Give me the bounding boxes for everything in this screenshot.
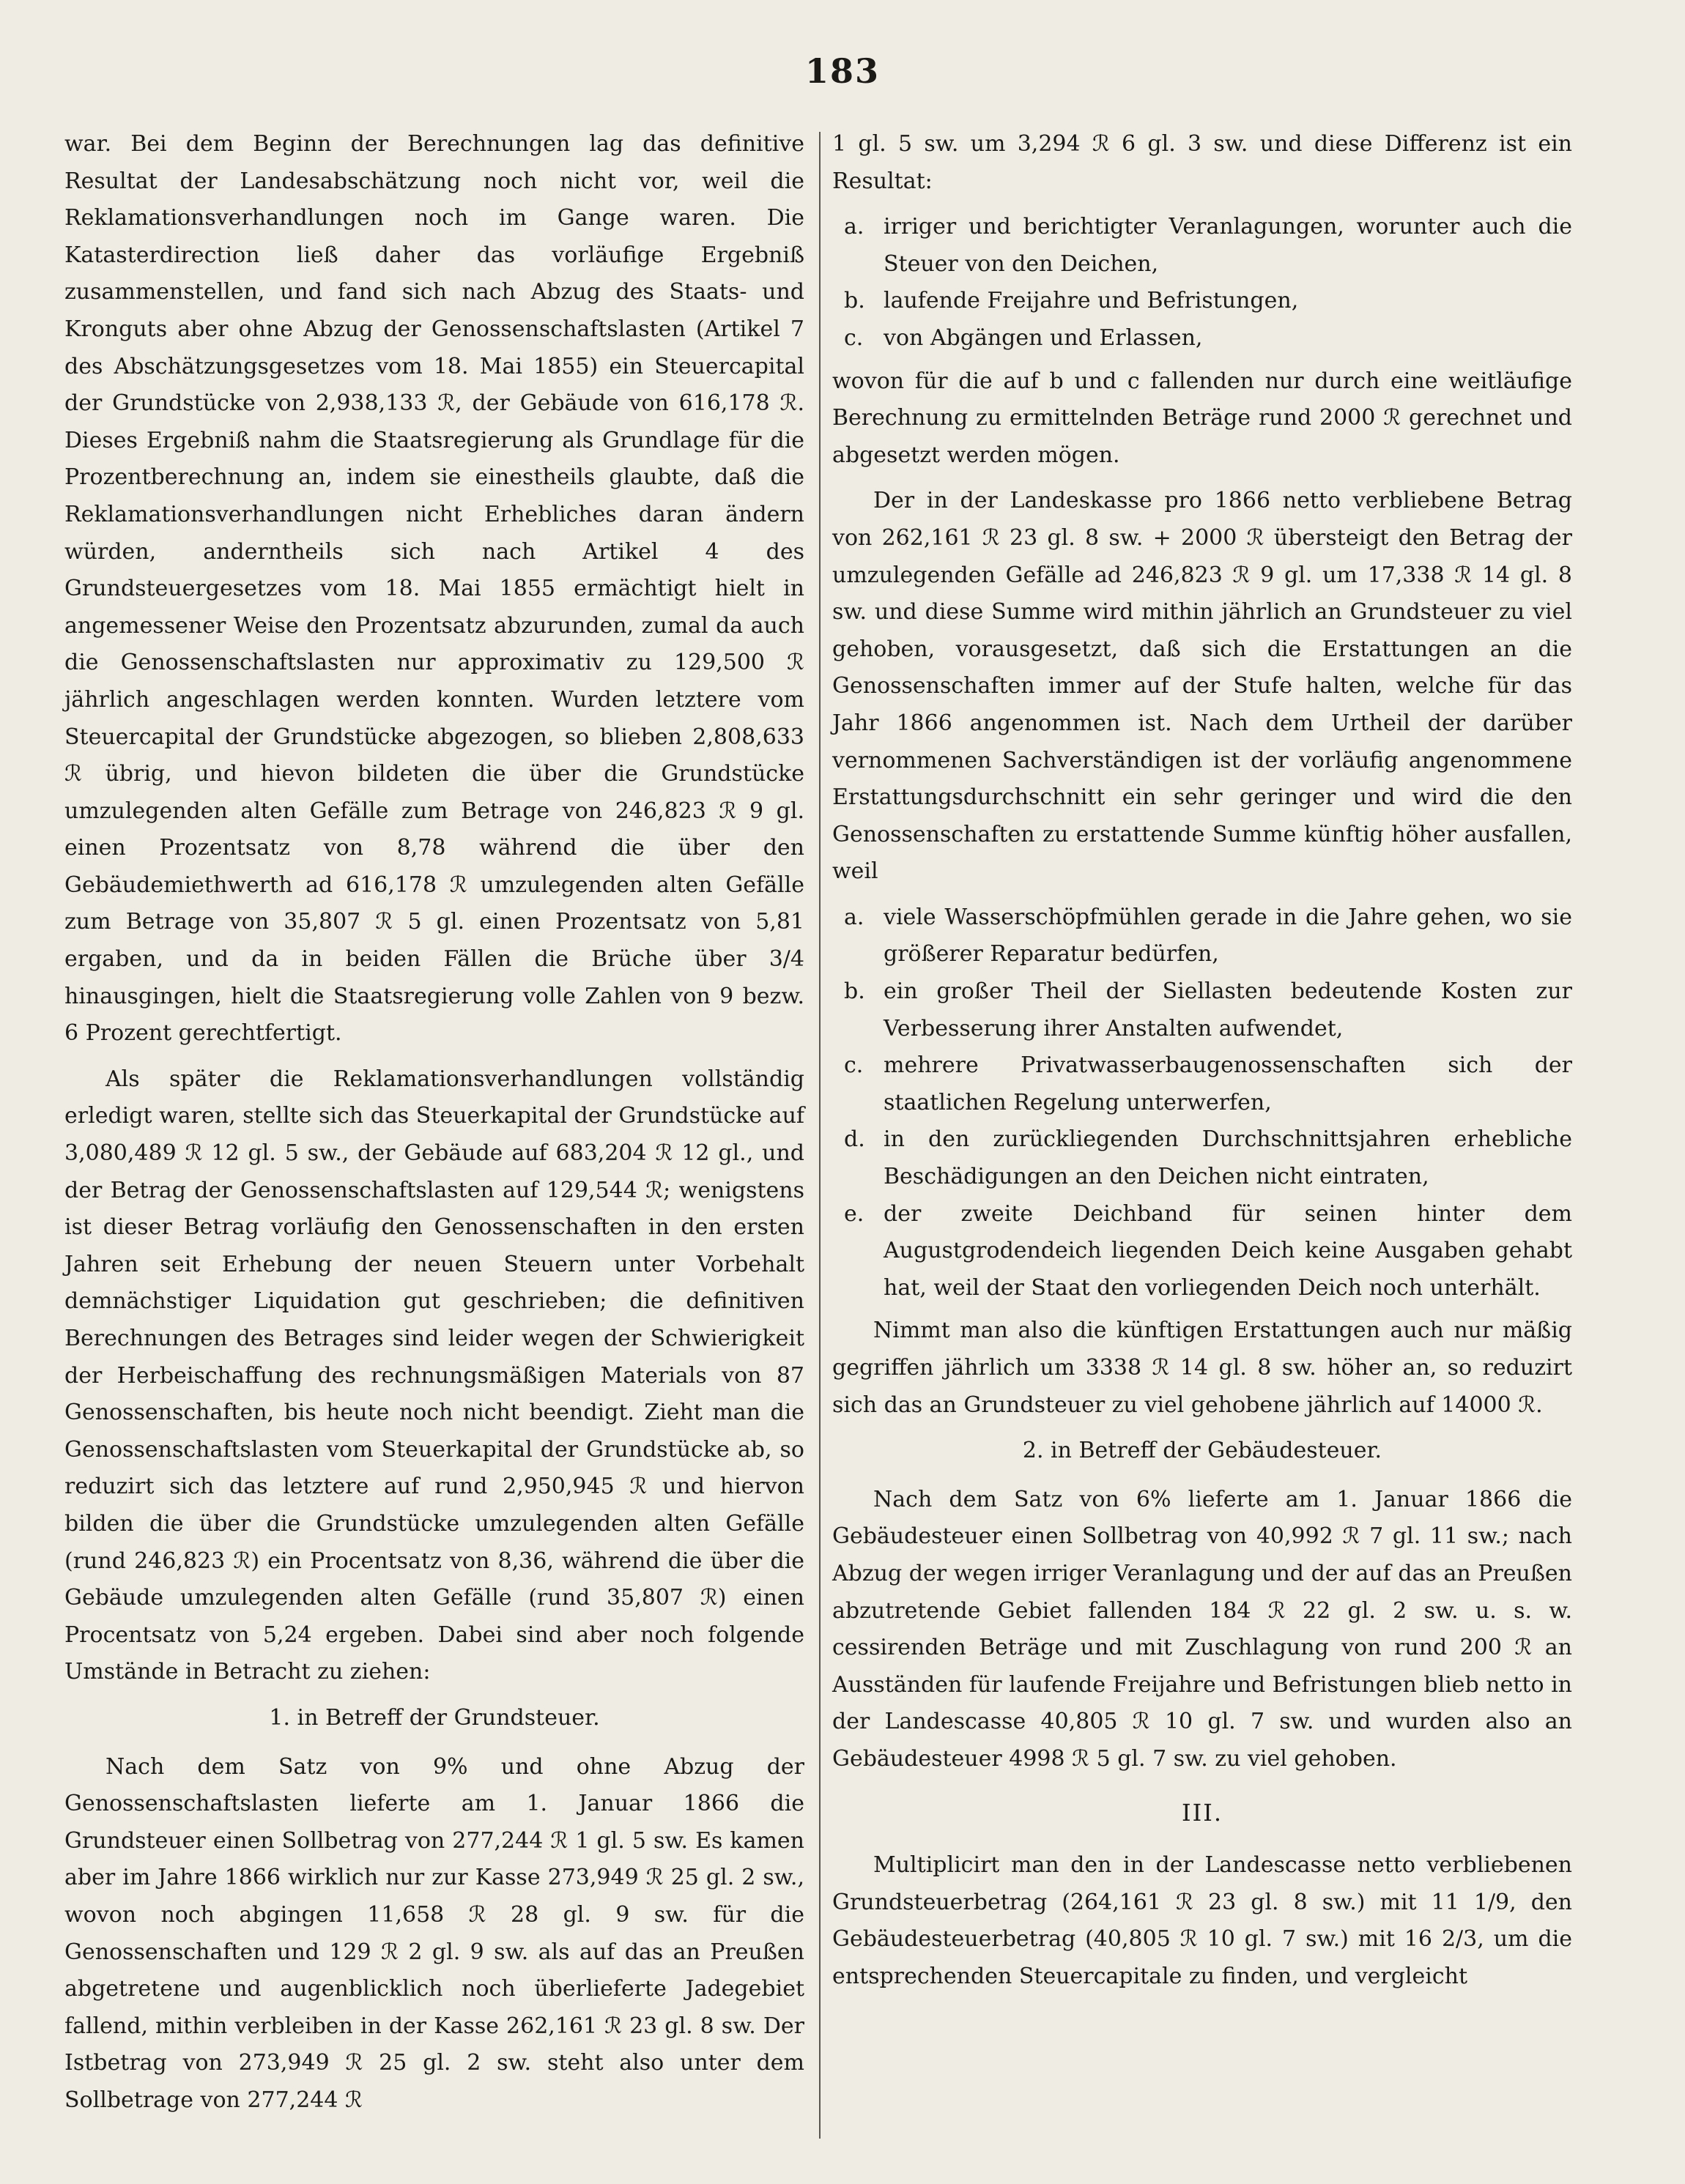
result-list (832, 209, 1572, 357)
list-marker: b. (844, 288, 865, 314)
list-marker: c. (844, 1052, 864, 1079)
list-marker: d. (844, 1126, 865, 1153)
list-text: mehrere Privatwasserbaugenossenschaften sich der staatlichen Regelung unterwerfen, (884, 1052, 1572, 1115)
right-paragraph-2: wovon für die auf b und c fallenden nur durch eine weitläufige Berechnung zu ermittelnden Beträge rund 2000 ℛ gerechnet und abgesetzt werden mögen. (832, 368, 1572, 468)
right-column (832, 126, 1572, 2005)
right-paragraph-5: Nach dem Satz von 6% lieferte am 1. Januar 1866 die Gebäudesteuer einen Sollbetrag von 40,992 ℛ 7 gl. 11 sw.; nach Abzug der wegen irriger Veranlagung und der auf das an Preußen abzutretende Gebiet fallenden 184 ℛ 22 gl. 2 sw. u. s. w. cessirenden Beträge und mit Zuschlagung von rund 200 ℛ an Ausständen für laufende Freijahre und Befristungen blieb netto in der Landescasse 40,805 ℛ 10 gl. 7 sw. und wurden also an Gebäudesteuer 4998 ℛ 5 gl. 7 sw. zu viel gehoben. (832, 1486, 1572, 1772)
reasons-list (832, 899, 1572, 1307)
right-paragraph-1: 1 gl. 5 sw. um 3,294 ℛ 6 gl. 3 sw. und diese Differenz ist ein Resultat: (832, 131, 1572, 194)
left-paragraph-1: war. Bei dem Beginn der Berechnungen lag das definitive Resultat der Landesabschätzung noch nicht vor, weil die Reklamationsverhandlungen noch im Gange waren. Die Katasterdirection ließ daher das vorläufige Ergebniß zusammenstellen, und fand sich nach Abzug des Staats- und Kronguts aber ohne Abzug der Genossenschaftslasten (Artikel 7 des Abschätzungsgesetzes vom 18. Mai 1855) ein Steuercapital der Grundstücke von 2,938,133 ℛ, der Gebäude von 616,178 ℛ. Dieses Ergebniß nahm die Staatsregierung als Grundlage für die Prozentberechnung an, indem sie einestheils glaubte, daß die Reklamationsverhandlungen nicht Erhebliches daran ändern würden, anderntheils sich nach Artikel 4 des Grundsteuergesetzes vom 18. Mai 1855 ermächtigt hielt in angemessener Weise den Prozentsatz abzurunden, zumal da auch die Genossenschaftslasten nur approximativ zu 129,500 ℛ jährlich angeschlagen werden konnten. Wurden letztere vom Steuercapital der Grundstücke abgezogen, so blieben 2,808,633 ℛ übrig, und hievon bildeten die über die Grundstücke umzulegenden alten Gefälle zum Betrage von 246,823 ℛ 9 gl. einen Prozentsatz von 8,78 während die über den Gebäudemiethwerth ad 616,178 ℛ umzulegenden alten Gefälle zum Betrage von 35,807 ℛ 5 gl. einen Prozentsatz von 5,81 ergaben, und da in beiden Fällen die Brüche über 3/4 hinausgingen, hielt die Staatsregierung volle Zahlen von 9 bezw. 6 Prozent gerechtfertigt. (64, 131, 804, 1047)
list-text: laufende Freijahre und Befristungen, (884, 288, 1299, 314)
right-paragraph-4: Nimmt man also die künftigen Erstattungen auch nur mäßig gegriffen jährlich um 3338 ℛ 14 gl. 8 sw. höher an, so reduzirt sich das an Grundsteuer zu viel gehobene jährlich auf 14000 ℛ. (832, 1318, 1572, 1418)
list-text: von Abgängen und Erlassen, (884, 324, 1203, 351)
list-text: in den zurückliegenden Durchschnittsjahren erhebliche Beschädigungen an den Deichen nicht eintraten, (884, 1126, 1572, 1190)
list-item (832, 1121, 1572, 1195)
left-paragraph-2: Als später die Reklamationsverhandlungen vollständig erledigt waren, stellte sich das Steuerkapital der Grundstücke auf 3,080,489 ℛ 12 gl. 5 sw., der Gebäude auf 683,204 ℛ 12 gl., und der Betrag der Genossenschaftslasten auf 129,544 ℛ; wenigstens ist dieser Betrag vorläufig den Genossenschaften in den ersten Jahren seit Erhebung der neuen Steuern unter Vorbehalt demnächstiger Liquidation gut geschrieben; die definitiven Berechnungen des Betrages sind leider wegen der Schwierigkeit der Herbeischaffung des rechnungsmäßigen Materials von 87 Genossenschaften, bis heute noch nicht beendigt. Zieht man die Genossenschaftslasten vom Steuerkapital der Grundstücke ab, so reduzirt sich das letztere auf rund 2,950,945 ℛ und hiervon bilden die über die Grundstücke umzulegenden alten Gefälle (rund 246,823 ℛ) ein Procentsatz von 8,36, während die über die Gebäude umzulegenden alten Gefälle (rund 35,807 ℛ) einen Procentsatz von 5,24 ergeben. Dabei sind aber noch folgende Umstände in Betracht zu ziehen: (64, 1066, 804, 1685)
list-item (832, 209, 1572, 283)
left-paragraph-3: Nach dem Satz von 9% und ohne Abzug der Genossenschaftslasten lieferte am 1. Januar 1866 die Grundsteuer einen Sollbetrag von 277,244 ℛ 1 gl. 5 sw. Es kamen aber im Jahre 1866 wirklich nur zur Kasse 273,949 ℛ 25 gl. 2 sw., wovon noch abgingen 11,658 ℛ 28 gl. 9 sw. für die Genossenschaften und 129 ℛ 2 gl. 9 sw. als auf das an Preußen abgetretene und augenblicklich noch überlieferte Jadegebiet fallend, mithin verbleiben in der Kasse 262,161 ℛ 23 gl. 8 sw. Der Istbetrag von 273,949 ℛ 25 gl. 2 sw. steht also unter dem Sollbetrage von 277,244 ℛ (64, 1753, 804, 2113)
right-paragraph-6: Multiplicirt man den in der Landescasse netto verbliebenen Grundsteuerbetrag (264,161 ℛ 23 gl. 8 sw.) mit 11 1/9, den Gebäudesteuerbetrag (40,805 ℛ 10 gl. 7 sw.) mit 16 2/3, um die entsprechenden Steuercapitale zu finden, und vergleicht (832, 1852, 1572, 1989)
list-marker: c. (844, 324, 864, 351)
right-paragraph-3: Der in der Landeskasse pro 1866 netto verbliebene Betrag von 262,161 ℛ 23 gl. 8 sw. + 2000 ℛ übersteigt den Betrag der umzulegenden Gefälle ad 246,823 ℛ 9 gl. um 17,338 ℛ 14 gl. 8 sw. und diese Summe wird mithin jährlich an Grundsteuer zu viel gehoben, vorausgesetzt, daß sich die Erstattungen an die Genossenschaften immer auf der Stufe halten, welche für das Jahr 1866 angenommen ist. Nach dem Urtheil der darüber vernommenen Sachverständigen ist der vorläufig angenommene Erstattungsdurchschnitt ein sehr geringer und wird die den Genossenschaften zu erstattende Summe künftig höher ausfallen, weil (832, 488, 1572, 885)
page-number: 183 (804, 51, 881, 91)
section-heading-gebaeudesteuer: 2. in Betreff der Gebäudesteuer. (1022, 1438, 1382, 1464)
list-text: ein großer Theil der Siellasten bedeutende Kosten zur Verbesserung ihrer Anstalten aufwendet, (884, 978, 1572, 1041)
list-marker: b. (844, 978, 865, 1005)
list-text: der zweite Deichband für seinen hinter dem Augustgrodendeich liegenden Deich keine Ausgaben gehabt hat, weil der Staat den vorliegenden Deich noch unterhält. (884, 1200, 1572, 1301)
list-marker: a. (844, 214, 864, 240)
list-marker: e. (844, 1200, 864, 1227)
section-heading-grundsteuer: 1. in Betreff der Grundsteuer. (269, 1704, 600, 1731)
column-divider (819, 132, 821, 2139)
list-marker: a. (844, 904, 864, 930)
list-item (832, 973, 1572, 1047)
list-text: viele Wasserschöpfmühlen gerade in die Jahre gehen, wo sie größerer Reparatur bedürfen, (884, 904, 1572, 967)
section-numeral: III. (1181, 1798, 1223, 1827)
left-column (64, 126, 804, 2128)
list-item (832, 1047, 1572, 1121)
list-text: irriger und berichtigter Veranlagungen, worunter auch die Steuer von den Deichen, (884, 214, 1572, 277)
list-item (832, 899, 1572, 973)
list-item (832, 283, 1572, 320)
list-item (832, 320, 1572, 357)
list-item (832, 1196, 1572, 1307)
